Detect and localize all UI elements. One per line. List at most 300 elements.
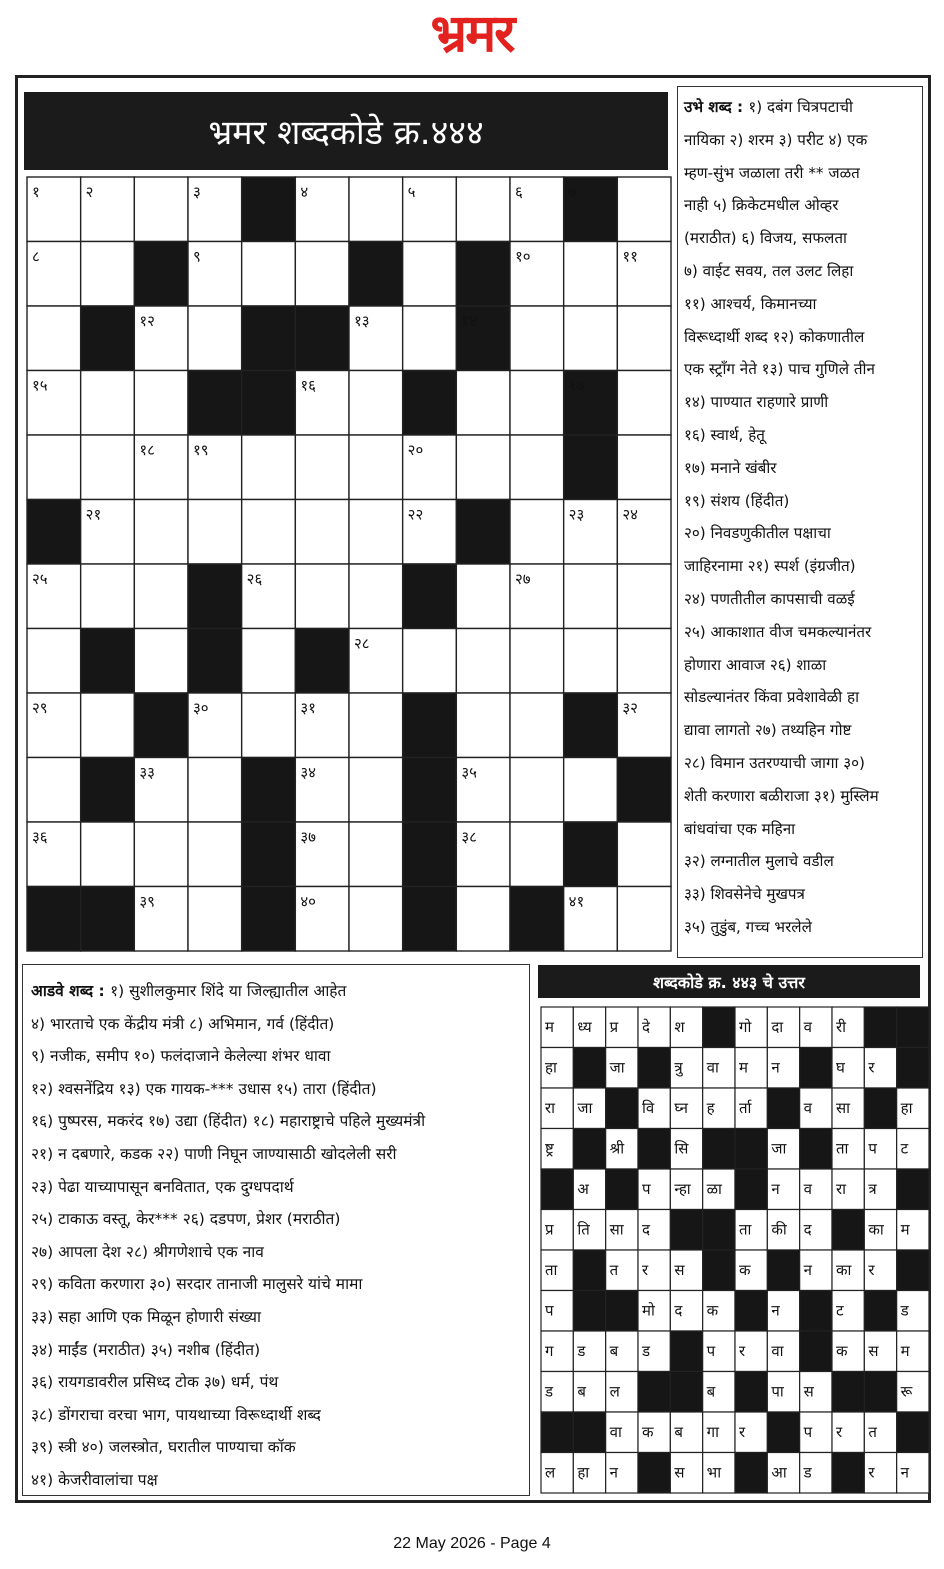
clue-text: २१) न दबणारे, कडक २२) पाणी निघून जाण्यासाठी खोदलेली सरी	[31, 1144, 397, 1163]
answer-letter: क	[706, 1301, 719, 1320]
clue-number: ३	[193, 183, 201, 201]
clue-text: १४) पाण्यात राहणारे प्राणी	[684, 393, 829, 412]
answer-heading: शब्दकोडे क्र. ४४३ चे उत्तर	[653, 972, 805, 992]
clue-number: ३९	[139, 892, 155, 911]
clue-number: ३२	[622, 699, 638, 717]
crossword-cell[interactable]	[134, 371, 188, 436]
crossword-cell[interactable]	[242, 242, 296, 307]
answer-letter: प	[706, 1342, 716, 1361]
crossword-cell[interactable]	[188, 758, 242, 823]
answer-black-cell	[606, 1088, 638, 1129]
crossword-cell[interactable]	[27, 306, 81, 371]
crossword-cell[interactable]	[81, 564, 135, 629]
answer-black-cell	[767, 1412, 799, 1453]
black-cell	[188, 371, 242, 436]
clue-number: १३	[354, 312, 370, 330]
answer-letter: र	[739, 1342, 746, 1361]
clue-line	[684, 419, 916, 452]
answer-letter: र	[868, 1261, 875, 1280]
crossword-cell[interactable]	[617, 435, 671, 500]
answer-letter: ट	[900, 1139, 909, 1158]
answer-letter: सा	[836, 1099, 851, 1118]
crossword-cell[interactable]	[564, 758, 618, 823]
crossword-cell[interactable]	[188, 500, 242, 565]
crossword-cell[interactable]	[295, 500, 349, 565]
clue-number: ४०	[300, 892, 316, 911]
answer-black-cell	[703, 1129, 735, 1170]
crossword-cell[interactable]	[81, 822, 135, 887]
crossword-cell[interactable]	[134, 564, 188, 629]
answer-black-cell	[800, 1129, 832, 1170]
clue-text: नायिका २) शरम ३) परीट ४) एक	[684, 130, 868, 149]
clue-text: २९) कविता करणारा ३०) सरदार तानाजी मालुसरे यांचे मामा	[31, 1275, 363, 1294]
crossword-cell[interactable]	[510, 500, 564, 565]
clue-text: ११) आश्चर्य, किमानच्या	[684, 294, 817, 313]
answer-letter: म	[545, 1018, 554, 1037]
answer-letter: ड	[577, 1342, 586, 1361]
answer-letter: जा	[771, 1139, 787, 1158]
clue-text: ३४) माईंड (मराठीत) ३५) नशीब (हिंदीत)	[31, 1340, 261, 1359]
crossword-cell[interactable]	[349, 435, 403, 500]
answer-letter: क	[739, 1261, 751, 1280]
answer-black-cell	[606, 1291, 638, 1332]
clue-line	[684, 485, 916, 518]
answer-letter: म	[900, 1220, 910, 1239]
black-cell	[403, 887, 457, 952]
black-cell	[564, 822, 618, 887]
clue-line	[31, 1464, 521, 1497]
clue-line	[31, 1366, 521, 1399]
clue-line	[684, 288, 916, 321]
answer-letter: रा	[545, 1099, 556, 1118]
crossword-cell[interactable]	[27, 758, 81, 823]
clue-line	[684, 517, 916, 550]
crossword-cell[interactable]	[456, 629, 510, 694]
answer-letter: घ	[836, 1058, 845, 1077]
clue-number: २४	[622, 505, 638, 524]
crossword-cell[interactable]	[81, 242, 135, 307]
clue-text: २५) आकाशात वीज चमकल्यानंतर	[684, 622, 872, 641]
crossword-cell[interactable]	[242, 500, 296, 565]
answer-letter: हा	[545, 1058, 557, 1077]
answer-letter: न	[609, 1463, 618, 1482]
answer-letter: व	[803, 1180, 813, 1199]
crossword-cell[interactable]	[510, 371, 564, 436]
crossword-cell[interactable]	[564, 242, 618, 307]
clue-text: २४) पणतीतील कापसाची वळई	[684, 589, 855, 608]
answer-letter: सा	[609, 1220, 624, 1239]
down-clues-list	[684, 91, 916, 944]
answer-letter: न	[771, 1301, 780, 1320]
crossword-cell[interactable]	[617, 371, 671, 436]
clue-line	[31, 1171, 521, 1204]
answer-black-cell	[735, 1453, 767, 1494]
answer-black-cell	[606, 1169, 638, 1210]
answer-black-cell	[670, 1331, 702, 1372]
answer-black-cell	[897, 1048, 929, 1089]
clue-number: ३१	[300, 699, 316, 717]
clue-line	[684, 550, 916, 583]
black-cell	[456, 500, 510, 565]
answer-black-cell	[573, 1412, 605, 1453]
black-cell	[81, 306, 135, 371]
answer-letter: र	[739, 1423, 746, 1442]
clue-number: ३५	[461, 763, 477, 782]
answer-black-cell	[638, 1048, 670, 1089]
black-cell	[403, 758, 457, 823]
crossword-cell[interactable]	[617, 564, 671, 629]
crossword-cell[interactable]	[564, 629, 618, 694]
answer-letter: ड	[545, 1382, 554, 1401]
crossword-cell[interactable]	[188, 887, 242, 952]
crossword-cell[interactable]	[188, 306, 242, 371]
clue-line	[31, 1138, 521, 1171]
clue-text: २०) निवडणुकीतील पक्षाचा	[684, 524, 831, 543]
clue-number: ७	[568, 183, 577, 201]
answer-grid	[540, 1006, 930, 1496]
clue-number: ३४	[300, 763, 316, 782]
clue-line	[684, 583, 916, 616]
black-cell	[27, 500, 81, 565]
crossword-cell[interactable]	[81, 371, 135, 436]
crossword-cell[interactable]	[242, 693, 296, 758]
answer-letter: वि	[642, 1099, 655, 1118]
answer-letter: जा	[577, 1099, 593, 1118]
answer-black-cell	[832, 1372, 864, 1413]
clue-line	[684, 780, 916, 813]
black-cell	[403, 371, 457, 436]
answer-letter: ह	[706, 1099, 715, 1118]
answer-black-cell	[670, 1210, 702, 1251]
answer-letter: ळा	[706, 1180, 722, 1199]
crossword-cell[interactable]	[456, 371, 510, 436]
answer-letter: ब	[674, 1423, 683, 1442]
answer-black-cell	[573, 1291, 605, 1332]
crossword-cell[interactable]	[349, 693, 403, 758]
answer-letter: प	[803, 1423, 813, 1442]
answer-black-cell	[897, 1412, 929, 1453]
answer-black-cell	[573, 1250, 605, 1291]
answer-letter: मो	[642, 1301, 655, 1320]
crossword-cell[interactable]	[456, 177, 510, 242]
clue-number: ८	[32, 247, 40, 266]
clue-number: १४	[461, 312, 477, 330]
crossword-cell[interactable]	[349, 887, 403, 952]
clue-heading: उभे शब्द :	[684, 98, 749, 116]
clue-number: २	[85, 183, 94, 201]
clue-number: २३	[568, 505, 585, 524]
answer-letter: द	[803, 1220, 812, 1239]
clue-line	[684, 452, 916, 485]
page-footer: 22 May 2026 - Page 4	[393, 1535, 551, 1552]
clue-text: नाही ५) क्रिकेटमधील ओव्हर	[684, 196, 839, 215]
answer-letter: र	[836, 1423, 843, 1442]
answer-black-cell	[800, 1048, 832, 1089]
crossword-cell[interactable]	[134, 629, 188, 694]
answer-letter: ब	[609, 1342, 619, 1361]
clue-line	[684, 649, 916, 682]
clue-text: सोडल्यानंतर किंवा प्रवेशावेळी हा	[684, 688, 860, 707]
answer-letter: स	[674, 1261, 685, 1280]
answer-black-cell	[832, 1210, 864, 1251]
answer-letter: न	[900, 1463, 909, 1482]
clue-number: १९	[193, 441, 209, 459]
clue-number: १०	[515, 247, 531, 266]
crossword-cell[interactable]	[295, 435, 349, 500]
crossword-cell[interactable]	[349, 822, 403, 887]
crossword-cell[interactable]	[349, 564, 403, 629]
crossword-cell[interactable]	[510, 306, 564, 371]
crossword-cell[interactable]	[564, 306, 618, 371]
answer-black-cell	[832, 1453, 864, 1494]
clue-line	[684, 124, 916, 157]
clue-text: २७) आपला देश २८) श्रीगणेशाचे एक नाव	[31, 1242, 264, 1261]
answer-letter: ड	[803, 1463, 812, 1482]
black-cell	[295, 629, 349, 694]
answer-letter: म	[739, 1058, 748, 1077]
clue-number: २६	[246, 570, 263, 588]
crossword-cell[interactable]	[564, 564, 618, 629]
answer-letter: हा	[577, 1463, 590, 1482]
answer-letter: दे	[642, 1018, 650, 1037]
answer-letter: गा	[706, 1423, 720, 1442]
answer-letter: पा	[771, 1382, 784, 1401]
answer-letter: वा	[609, 1423, 622, 1442]
answer-letter: श्री	[609, 1139, 625, 1158]
crossword-cell[interactable]	[403, 242, 457, 307]
answer-letter: ग	[545, 1342, 554, 1361]
crossword-cell[interactable]	[617, 177, 671, 242]
answer-letter: र	[642, 1261, 649, 1280]
clue-number: ३३	[139, 763, 155, 782]
answer-black-cell	[897, 1007, 929, 1048]
answer-letter: वा	[771, 1342, 784, 1361]
clue-number: ६	[515, 183, 523, 201]
answer-letter: स	[868, 1342, 879, 1361]
answer-black-cell	[703, 1210, 735, 1251]
answer-black-cell	[864, 1372, 896, 1413]
clue-line	[31, 1105, 521, 1138]
answer-black-cell	[897, 1250, 929, 1291]
black-cell	[295, 306, 349, 371]
clue-text: २५) टाकाऊ वस्तू, केर*** २६) दडपण, प्रेशर (मराठीत)	[31, 1210, 341, 1229]
answer-letter: प	[545, 1301, 554, 1320]
crossword-cell[interactable]	[456, 564, 510, 629]
crossword-cell[interactable]	[456, 887, 510, 952]
crossword-cell[interactable]	[456, 435, 510, 500]
crossword-cell[interactable]	[510, 435, 564, 500]
clue-text: ३९) स्त्री ४०) जलस्त्रोत, घरातील पाण्याचा कॉक	[31, 1438, 296, 1457]
crossword-cell[interactable]	[349, 371, 403, 436]
answer-letter: त्रु	[674, 1058, 683, 1077]
clue-line	[684, 353, 916, 386]
crossword-cell[interactable]	[617, 629, 671, 694]
crossword-cell[interactable]	[510, 758, 564, 823]
clue-text: (मराठीत) ६) विजय, सफलता	[684, 229, 847, 248]
answer-letter: म	[900, 1342, 910, 1361]
answer-letter: त्र	[868, 1180, 877, 1199]
crossword-cell[interactable]	[510, 822, 564, 887]
clue-text: विरूध्दार्थी शब्द १२) कोकणातील	[684, 327, 865, 346]
answer-black-cell	[573, 1129, 605, 1170]
crossword-cell[interactable]	[134, 500, 188, 565]
clue-text: ३६) रायगडावरील प्रसिध्द टोक ३७) धर्म, पंथ	[31, 1373, 279, 1392]
crossword-cell[interactable]	[81, 435, 135, 500]
crossword-cell[interactable]	[27, 629, 81, 694]
answer-letter: दा	[771, 1018, 784, 1037]
clue-text: ३८) डोंगराचा वरचा भाग, पायथाच्या विरूध्दार्थी शब्द	[31, 1405, 321, 1424]
answer-heading-banner	[538, 965, 920, 998]
clue-text: ३२) लग्नातील मुलाचे वडील	[684, 852, 834, 871]
clue-text: ३३) शिवसेनेचे मुखपत्र	[684, 885, 805, 904]
answer-letter: ता	[836, 1139, 849, 1158]
clue-number: २२	[407, 505, 424, 524]
puzzle-title: भ्रमर शब्दकोडे क्र.४४४	[208, 113, 484, 153]
answer-letter: त	[609, 1261, 619, 1280]
clue-text: एक स्ट्राँग नेते १३) पाच गुणिले तीन	[684, 360, 875, 379]
answer-letter: ता	[739, 1220, 752, 1239]
clue-text: १) सुशीलकुमार शिंदे या जिल्ह्यातील आहेत	[110, 982, 347, 1000]
down-clues-panel	[677, 86, 923, 958]
black-cell	[134, 693, 188, 758]
answer-letter: ट	[836, 1301, 844, 1320]
crossword-cell[interactable]	[188, 822, 242, 887]
answer-black-cell	[897, 1169, 929, 1210]
answer-letter: ता	[545, 1261, 558, 1280]
answer-letter: आ	[771, 1463, 787, 1482]
black-cell	[242, 177, 296, 242]
answer-letter: गो	[739, 1018, 752, 1037]
clue-text: होणारा आवाज २६) शाळा	[684, 655, 827, 674]
answer-black-cell	[638, 1129, 670, 1170]
answer-letter: ध्य	[577, 1018, 592, 1037]
crossword-cell[interactable]	[403, 306, 457, 371]
answer-letter: ब	[577, 1382, 586, 1401]
answer-letter: ल	[609, 1382, 620, 1401]
answer-black-cell	[800, 1331, 832, 1372]
clue-line	[684, 714, 916, 747]
clue-line	[31, 1008, 521, 1041]
clue-text: १९) संशय (हिंदीत)	[684, 491, 790, 510]
black-cell	[564, 693, 618, 758]
crossword-cell[interactable]	[27, 435, 81, 500]
crossword-cell[interactable]	[349, 500, 403, 565]
clue-number: १५	[32, 376, 48, 395]
crossword-cell[interactable]	[134, 822, 188, 887]
crossword-cell[interactable]	[349, 177, 403, 242]
clue-text: १६) पुष्परस, मकरंद १७) उद्या (हिंदीत) १८) महाराष्ट्राचे पहिले मुख्यमंत्री	[31, 1112, 426, 1131]
black-cell	[134, 242, 188, 307]
clue-number: २०	[407, 441, 424, 459]
clue-number: २९	[32, 699, 48, 717]
answer-letter: क	[836, 1342, 848, 1361]
answer-black-cell	[541, 1169, 573, 1210]
black-cell	[510, 887, 564, 952]
answer-black-cell	[864, 1007, 896, 1048]
answer-letter: का	[868, 1220, 884, 1239]
black-cell	[188, 629, 242, 694]
clue-number: ३७	[300, 828, 316, 846]
clue-line	[31, 1268, 521, 1301]
answer-black-cell	[638, 1372, 670, 1413]
answer-letter: हा	[900, 1099, 913, 1118]
clue-line	[684, 911, 916, 944]
logo: भ्रमर	[430, 4, 514, 64]
answer-black-cell	[735, 1169, 767, 1210]
answer-letter: द	[642, 1220, 650, 1239]
answer-black-cell	[767, 1250, 799, 1291]
across-clues-list	[31, 975, 521, 1497]
crossword-cell[interactable]	[242, 435, 296, 500]
clue-line	[684, 321, 916, 354]
clue-number: ३०	[193, 699, 209, 717]
answer-black-cell	[735, 1372, 767, 1413]
clue-line	[684, 157, 916, 190]
black-cell	[242, 371, 296, 436]
clue-number: १२	[139, 312, 155, 330]
crossword-cell[interactable]	[81, 693, 135, 758]
crossword-cell[interactable]	[456, 693, 510, 758]
crossword-cell[interactable]	[349, 758, 403, 823]
clue-text: जाहिरनामा २१) स्पर्श (इंग्रजीत)	[684, 557, 856, 576]
clue-text: २८) विमान उतरण्याची जागा ३०)	[684, 753, 865, 772]
black-cell	[456, 242, 510, 307]
crossword-cell[interactable]	[403, 629, 457, 694]
black-cell	[403, 564, 457, 629]
clue-line	[684, 255, 916, 288]
clue-line	[684, 878, 916, 911]
black-cell	[349, 242, 403, 307]
crossword-cell[interactable]	[134, 177, 188, 242]
crossword-cell[interactable]	[617, 306, 671, 371]
answer-letter: ष्ट्र	[545, 1139, 554, 1158]
crossword-cell[interactable]	[242, 629, 296, 694]
crossword-cell[interactable]	[295, 564, 349, 629]
answer-letter: स	[803, 1382, 814, 1401]
crossword-cell[interactable]	[510, 629, 564, 694]
black-cell	[81, 629, 135, 694]
clue-text: १२) श्वसनेंद्रिय १३) एक गायक-*** उधास १५) तारा (हिंदीत)	[31, 1079, 377, 1098]
clue-line	[31, 1040, 521, 1073]
answer-black-cell	[573, 1048, 605, 1089]
crossword-cell[interactable]	[510, 693, 564, 758]
answer-black-cell	[703, 1250, 735, 1291]
clue-text: २३) पेढा याच्यापासून बनवितात, एक दुग्धपदार्थ	[31, 1177, 294, 1196]
clue-text: द्यावा लागतो २७) तथ्यहिन गोष्ट	[684, 721, 852, 740]
black-cell	[27, 887, 81, 952]
black-cell	[188, 564, 242, 629]
answer-letter: न	[771, 1058, 780, 1077]
clue-number: २५	[32, 570, 48, 588]
clue-text: ९) नजीक, समीप १०) फलंदाजाने केलेल्या शंभर धावा	[31, 1047, 331, 1066]
answer-letter: त	[868, 1423, 877, 1442]
crossword-cell[interactable]	[617, 887, 671, 952]
clue-line	[31, 975, 521, 1008]
black-cell	[564, 435, 618, 500]
crossword-cell[interactable]	[295, 242, 349, 307]
answer-letter: प्र	[545, 1220, 554, 1239]
clue-number: ४१	[568, 892, 585, 911]
answer-letter: न्हा	[674, 1180, 691, 1199]
clue-text: बांधवांचा एक महिना	[684, 819, 796, 838]
black-cell	[242, 887, 296, 952]
clue-number: १८	[139, 441, 155, 459]
answer-letter: व	[803, 1099, 813, 1118]
clue-number: ३६	[32, 828, 48, 846]
crossword-cell[interactable]	[617, 822, 671, 887]
clue-number: ५	[407, 183, 416, 201]
clue-line	[684, 845, 916, 878]
